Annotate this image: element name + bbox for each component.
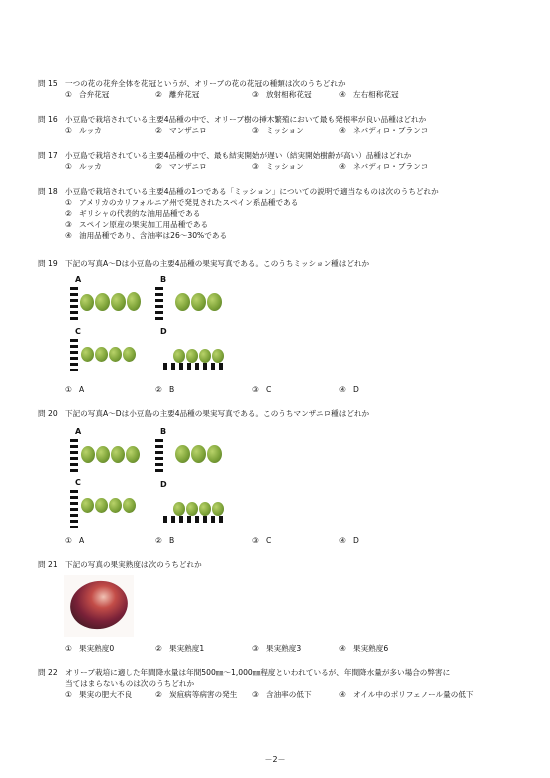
question-19 — [38, 258, 369, 269]
olive-fruit — [95, 293, 110, 311]
question-22 — [38, 667, 474, 700]
scale-ruler — [70, 287, 78, 321]
option-3: ③ C — [252, 385, 272, 394]
olive-fruit — [111, 446, 125, 463]
question-19-options — [38, 384, 359, 395]
scale-ruler — [163, 363, 227, 370]
option-2: ② 炭疽病等病害の発生 — [155, 690, 238, 699]
option-2: ② 果実熟度1 — [155, 644, 205, 653]
ripe-olive-photo — [64, 575, 134, 637]
question-20 — [38, 408, 369, 419]
option-1: ① 合弁花冠 — [65, 90, 110, 99]
option-4: ④ D — [339, 536, 359, 545]
olive-fruit — [111, 293, 126, 311]
question-text: 下記の写真A～Dは小豆島の主要4品種の果実写真である。このうちミッション種はどれか — [65, 259, 370, 268]
fruit-photo-d: D — [155, 327, 233, 373]
scale-ruler — [163, 516, 227, 523]
olive-fruit — [127, 292, 141, 311]
question-text: 小豆島で栽培されている主要4品種の中で、オリーブ樹の挿木繁殖において最も発根率が良い品種はどれか — [65, 115, 427, 124]
olive-fruit — [173, 349, 185, 363]
olive-fruit — [81, 498, 94, 513]
fruit-photo-a: A — [70, 427, 142, 475]
option-2: ② マンザニロ — [155, 126, 207, 135]
question-text: 下記の写真の果実熟度は次のうちどれか — [65, 560, 202, 569]
olive-fruit — [207, 293, 222, 311]
fruit-photo-a: A — [70, 275, 142, 323]
question-number: 問 15 — [38, 79, 58, 88]
question-number: 問 16 — [38, 115, 58, 124]
olive-fruit — [66, 576, 131, 633]
option-3: ③ スペイン原産の果実加工用品種である — [65, 220, 209, 229]
question-number: 問 18 — [38, 187, 58, 196]
olive-fruit — [123, 498, 136, 513]
fruit-photo-b: B — [155, 275, 233, 323]
option-1: ① 果実熟度0 — [65, 644, 115, 653]
option-1: ① 果実の肥大不良 — [65, 690, 133, 699]
question-21 — [38, 559, 202, 570]
scale-ruler — [155, 439, 163, 473]
option-4: ④ 油用品種であり、含油率は26～30%である — [65, 231, 228, 240]
olive-fruit — [199, 349, 211, 363]
option-2: ② B — [155, 385, 175, 394]
olive-fruit — [191, 293, 206, 311]
question-16 — [38, 114, 429, 136]
option-3: ③ 放射相称花冠 — [252, 90, 312, 99]
olive-fruit — [173, 502, 185, 516]
olive-fruit — [109, 498, 122, 513]
scale-ruler — [70, 339, 78, 371]
question-18 — [38, 186, 439, 241]
olive-fruit — [95, 498, 108, 513]
question-number: 問 21 — [38, 560, 58, 569]
page-number: －2－ — [264, 755, 286, 764]
question-text: オリーブ栽培に適した年間降水量は年間500㎜～1,000㎜程度といわれているが、年間降水量が多い場合の弊害に — [65, 668, 451, 677]
question-text: 下記の写真A～Dは小豆島の主要4品種の果実写真である。このうちマンザニロ種はどれか — [65, 409, 370, 418]
question-number: 問 19 — [38, 259, 58, 268]
olive-fruit — [186, 502, 198, 516]
option-4: ④ ネバディロ・ブランコ — [339, 126, 429, 135]
olive-fruit — [199, 502, 211, 516]
option-3: ③ 果実熟度3 — [252, 644, 302, 653]
option-3: ③ 含油率の低下 — [252, 690, 312, 699]
question-15 — [38, 78, 399, 100]
answer-options — [65, 197, 439, 241]
answer-options — [65, 89, 399, 100]
option-3: ③ C — [252, 536, 272, 545]
olive-fruit — [81, 446, 95, 463]
scale-ruler — [155, 287, 163, 321]
fruit-photo-d: D — [155, 480, 233, 526]
olive-fruit — [96, 446, 110, 463]
olive-fruit — [175, 445, 190, 463]
option-3: ③ ミッション — [252, 162, 304, 171]
olive-fruit — [123, 347, 136, 362]
answer-options — [65, 689, 474, 700]
option-1: ① アメリカのカリフォルニア州で発見されたスペイン系品種である — [65, 198, 299, 207]
olive-fruit — [212, 502, 224, 516]
scale-ruler — [70, 490, 78, 528]
option-1: ① ルッカ — [65, 126, 102, 135]
option-1: ① A — [65, 536, 85, 545]
question-20-options — [38, 535, 359, 546]
question-text: 一つの花の花弁全体を花冠というが、オリーブの花の花冠の種類は次のうちどれか — [65, 79, 346, 88]
option-4: ④ ネバディロ・ブランコ — [339, 162, 429, 171]
olive-fruit — [191, 445, 206, 463]
question-number: 問 22 — [38, 668, 58, 677]
olive-fruit — [175, 293, 190, 311]
answer-options — [65, 125, 429, 136]
fruit-photo-c: C — [70, 327, 142, 373]
option-1: ① A — [65, 385, 85, 394]
olive-fruit — [207, 445, 222, 463]
fruit-photo-b: B — [155, 427, 233, 475]
olive-fruit — [80, 294, 94, 311]
question-text: 小豆島で栽培されている主要4品種の1つである「ミッション」についての説明で適当なものは次のうちどれか — [65, 187, 439, 196]
olive-fruit — [95, 347, 108, 362]
option-1: ① ルッカ — [65, 162, 102, 171]
option-3: ③ ミッション — [252, 126, 304, 135]
fruit-photo-c: C — [70, 478, 142, 530]
option-4: ④ 果実熟度6 — [339, 644, 389, 653]
option-2: ② 離弁花冠 — [155, 90, 200, 99]
question-21-options — [38, 643, 389, 654]
option-4: ④ 左右相称花冠 — [339, 90, 399, 99]
answer-options — [65, 161, 429, 172]
olive-fruit — [81, 347, 94, 362]
option-2: ② マンザニロ — [155, 162, 207, 171]
question-number: 問 20 — [38, 409, 58, 418]
option-4: ④ D — [339, 385, 359, 394]
olive-fruit — [126, 446, 140, 463]
olive-fruit — [109, 347, 122, 362]
option-2: ② B — [155, 536, 175, 545]
option-2: ② ギリシャの代表的な油用品種である — [65, 209, 201, 218]
olive-fruit — [212, 349, 224, 363]
question-text: 小豆島で栽培されている主要4品種の中で、最も結実開始が遅い（結実開始樹齢が高い）品種はどれか — [65, 151, 412, 160]
olive-fruit — [186, 349, 198, 363]
question-number: 問 17 — [38, 151, 58, 160]
question-text-continued: 当てはまらないものは次のうちどれか — [65, 679, 195, 688]
question-17 — [38, 150, 429, 172]
option-4: ④ オイル中のポリフェノール量の低下 — [339, 690, 474, 699]
scale-ruler — [70, 439, 78, 473]
